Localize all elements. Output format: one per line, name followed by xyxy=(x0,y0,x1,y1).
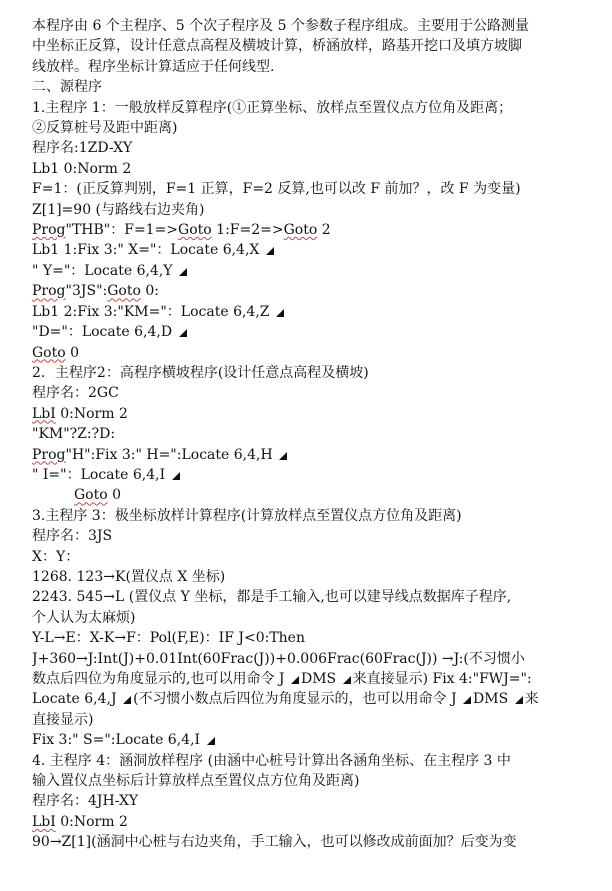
p3-j-line-2 xyxy=(32,669,600,689)
fix-text: Fix 3:" S=":Locate 6,4,I xyxy=(32,732,201,749)
intro-line-3: 线放样。程序坐标计算适应于任何线型. xyxy=(32,58,275,75)
p1-lbl1 xyxy=(32,240,600,260)
display-triangle-icon xyxy=(343,676,351,684)
intro-line-2: 中坐标正反算，设计任意点高程及横坡计算，桥涵放样，路基开挖口及填方坡脚 xyxy=(32,38,522,55)
p1-prog-line xyxy=(32,220,600,240)
p1-prog3-line xyxy=(32,281,600,301)
p3-xy: X：Y： xyxy=(32,548,80,565)
display-triangle-icon xyxy=(515,696,523,704)
goto-keyword: Goto xyxy=(74,487,108,504)
goto-args: 0 xyxy=(65,344,80,361)
lbi-args: 0:Norm 2 xyxy=(55,405,128,422)
p3-l-line-2: 个人认为太麻烦) xyxy=(32,609,136,626)
p3-j-line-4: 直接显示) xyxy=(32,711,94,728)
display-triangle-icon xyxy=(291,676,299,684)
p1-title-1: 1.主程序 1：一般放样反算程序(①正算坐标、放样点至置仪点方位角及距离； xyxy=(32,99,513,116)
p3-j-line-1: J+360→J:Int(J)+0.01Int(60Frac(J))+0.006Frac(60Frac(J)) →J:(不习惯小 xyxy=(32,650,525,667)
prog-args: "H":Fix 3:" H=":Locate 6,4,H xyxy=(65,446,273,463)
prog-keyword: Prog xyxy=(32,283,66,300)
lbi-args: 0:Norm 2 xyxy=(55,813,128,830)
p2-lbi xyxy=(32,404,600,424)
p3-pol-line: Y-L→E：X-K→F：Pol(F,E)：IF J<0:Then xyxy=(32,630,305,647)
p2-name: 程序名：2GC xyxy=(32,385,119,402)
intro-line-1: 本程序由 6 个主程序、5 个次子程序及 5 个参数子程序组成。主要用于公路测量 xyxy=(32,18,529,34)
y-text: " Y="：Locate 6,4,Y xyxy=(32,262,173,279)
goto-args: 0 xyxy=(107,487,122,504)
p4-title-1: 4. 主程序 4：涵洞放样程序 (由涵中心桩号计算出各涵角坐标、在主程序 3 中 xyxy=(32,752,511,769)
lbi-keyword: LbI xyxy=(32,813,56,830)
p1-d-line xyxy=(32,322,600,342)
prog-keyword: Prog xyxy=(32,446,66,463)
p3-l-line-1: 2243. 545→L (置仪点 Y 坐标，都是手工输入,也可以建导线点数据库子程序, xyxy=(32,589,512,606)
p2-km: "KM"?Z:?D: xyxy=(32,426,116,443)
p1-lbl0: Lb1 0:Norm 2 xyxy=(32,160,132,177)
lbi-keyword: LbI xyxy=(32,405,56,422)
j3-text-a: Locate 6,4,J xyxy=(32,691,117,708)
p3-j-line-3 xyxy=(32,689,600,709)
p4-name: 程序名：4JH-XY xyxy=(32,793,139,810)
p1-name: 程序名:1ZD-XY xyxy=(32,140,133,157)
prog-args: "THB"：F=1=> xyxy=(65,222,179,239)
display-triangle-icon xyxy=(266,247,274,255)
goto-args: 0: xyxy=(140,283,159,300)
j2-text-a: 数点后四位为角度显示的,也可以用命令 J xyxy=(32,671,285,687)
p3-title: 3.主程序 3：极坐标放样计算程序(计算放样点至置仪点方位角及距离) xyxy=(32,507,462,524)
p1-lbl2 xyxy=(32,302,600,322)
p2-i-line xyxy=(32,465,600,485)
prog-keyword: Prog xyxy=(32,222,66,239)
p1-y-line xyxy=(32,261,600,281)
display-triangle-icon xyxy=(172,472,180,480)
p1-title-2: ②反算桩号及距中距离) xyxy=(32,120,178,137)
display-triangle-icon xyxy=(179,329,187,337)
p4-title-2: 输入置仪点坐标后计算放样点至置仪点方位角及距离) xyxy=(32,773,360,790)
goto-keyword: Goto xyxy=(178,222,212,239)
lbl1-text: Lb1 1:Fix 3:" X="：Locate 6,4,X xyxy=(32,242,260,259)
display-triangle-icon xyxy=(463,696,471,704)
j2-text-c: 来直接显示) Fix 4:"FWJ=": xyxy=(352,671,532,687)
goto-keyword: Goto xyxy=(283,222,318,239)
p4-last-line: 90→Z[1](涵洞中心桩与右边夹角，手工输入，也可以修改成前面加？后变为变 xyxy=(32,834,517,851)
display-triangle-icon xyxy=(179,268,187,276)
display-triangle-icon xyxy=(123,696,131,704)
p3-name: 程序名：3JS xyxy=(32,528,113,545)
p3-k-line: 1268. 123→K(置仪点 X 坐标) xyxy=(32,568,226,585)
goto-args: 1:F=2=> xyxy=(211,222,284,239)
display-triangle-icon xyxy=(279,452,287,460)
p4-lbi xyxy=(32,812,600,832)
section-heading: 二、源程序 xyxy=(32,79,102,96)
p2-title: 2．主程序2：高程序横坡程序(设计任意点高程及横坡) xyxy=(32,364,369,381)
p1-z-line: Z[1]=90 (与路线右边夹角) xyxy=(32,201,205,218)
j3-text-b: (不习惯小数点后四位为角度显示的，也可以用命令 J xyxy=(133,691,457,708)
p1-goto0 xyxy=(32,343,600,363)
i-text: " I="：Locate 6,4,I xyxy=(32,466,166,483)
p3-fix-line xyxy=(32,730,600,750)
goto-keyword: Goto xyxy=(32,344,66,361)
p2-goto xyxy=(32,485,600,505)
display-triangle-icon xyxy=(207,737,215,745)
j3-text-d: 来 xyxy=(524,691,539,708)
display-triangle-icon xyxy=(276,309,284,317)
dms-keyword: DMS xyxy=(473,691,509,708)
goto-keyword: Goto xyxy=(107,283,141,300)
goto-args: 2 xyxy=(317,222,331,239)
lbl2-text: Lb1 2:Fix 3:"KM="：Locate 6,4,Z xyxy=(32,303,270,320)
d-text: "D="：Locate 6,4,D xyxy=(32,324,173,341)
p2-prog-line xyxy=(32,445,600,465)
p1-f-line: F=1：(正反算判别，F=1 正算，F=2 反算,也可以改 F 前加？，改 F 为变量) xyxy=(32,181,521,198)
prog-args: "3JS": xyxy=(65,283,108,300)
dms-keyword: DMS xyxy=(300,671,337,687)
